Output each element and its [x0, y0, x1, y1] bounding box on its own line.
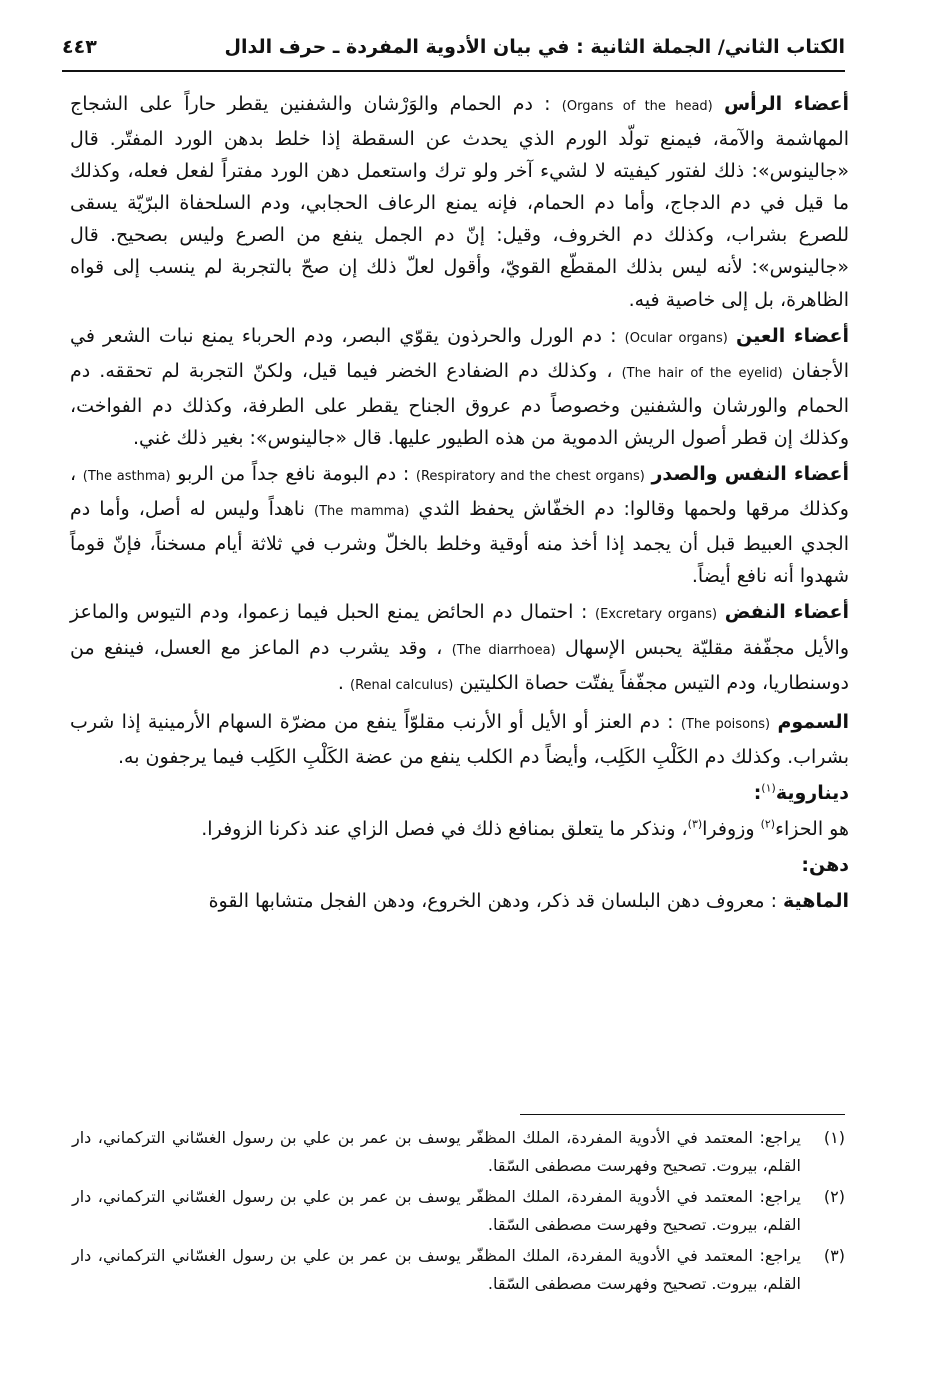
section-head-organs — [70, 88, 849, 316]
footnote-text: يراجع: المعتمد في الأدوية المفردة، الملك المظفّر يوسف بن عمر بن علي بن رسول الغسّاني التركماني، دار القلم، بيروت. تصحيح وفهرست مصطفى السّقا. — [72, 1128, 801, 1175]
section-text: : احتمال دم الحائض يمنع الحبل فيما زعموا، ودم التيوس والماعز والأيل مجفّفة مقليّة يحبس الإسهال — [70, 601, 849, 659]
footnote-rule — [520, 1114, 845, 1115]
section-text: ناهداً وليس له أصل، وأما دم الجدي العبيط قبل أن يجمد إذا أخذ منه أوقية وخلط بالخلّ وشرب في ثلاثة أيام مسخناً، فإنّ قوماً شهدوا أنه نافع أيضاً. — [70, 498, 849, 588]
english-term: (The poisons) — [680, 716, 771, 732]
footnote — [72, 1242, 845, 1297]
footnote — [72, 1124, 845, 1179]
english-term: (The diarrhoea) — [451, 642, 556, 658]
section-excretory-organs — [70, 596, 849, 701]
running-header — [62, 30, 845, 64]
footnotes — [72, 1124, 845, 1301]
english-term: (Excretary organs) — [595, 607, 718, 623]
english-term: (Organs of the head) — [561, 99, 713, 114]
footnote-ref: (٣) — [687, 817, 703, 831]
footnote-text: يراجع: المعتمد في الأدوية المفردة، الملك المظفّر يوسف بن عمر بن علي بن رسول الغسّاني التركماني، دار القلم، بيروت. تصحيح وفهرست مصطفى السّقا. — [72, 1246, 801, 1293]
section-text: ، وكذلك دم الضفادع الخضر فيما قيل، ولكنّ التجربة لم تحققه. دم الحمام والورشان والشفنين وخصوصاً دم عروق الجناح يقطر على الطرفة، وكذلك دم الفواخت، وكذلك إن قطر أصول الريش الدموية من هذه الطيور عليها. قال «جالينوس»: بغير ذلك غني. — [70, 359, 849, 449]
section-text: . — [337, 671, 344, 694]
entry-heading: دهن: — [801, 854, 849, 877]
section-text: : دم الحمام والوَرْشان والشفنين يقطر حاراً على الشجاج المهاشمة والآمة، فيمنع تولّد الورم الذي يحدث عن السقطة إذا خلط بدهن الورد المفتّر. قال «جالينوس»: ذلك لفتور كيفيته لا لشيء آخر ولو ترك واستعمل دهن الورد مفتراً لفعل فعله، وكذلك ما قيل في دم الدجاج، وأما دم الحمام، فإنه يمنع الرعاف الحجابي، ودم السلحفاة البرّيّة يسقى للصرع بشراب، وكذلك دم الخروف، وقيل: إنّ دم الجمل ينفع من الصرع وليس بصحيح. قال «جالينوس»: لأنه ليس بذلك المقطّع القويّ، وأقول لعلّ ذلك إن صحّ بالتجربة لم ينسب إلى قواه الظاهرة، بل إلى خاصية فيه. — [70, 93, 849, 311]
english-term: (Renal calculus) — [350, 677, 454, 693]
footnote-number: (١) — [823, 1128, 845, 1147]
english-term: (The asthma) — [82, 469, 171, 485]
section-text: : دم العنز أو الأيل أو الأرنب مقلوّاً ينفع من مضرّة السهام الأرمينية إذا شرب بشراب. وكذلك دم الكَلْبِ الكَلِب، وأيضاً دم الكلب ينفع من عضة الكَلْبِ الكَلِب فيما يرجفون به. — [70, 710, 849, 768]
section-text: ، وكذلك مرقها ولحمها وقالوا: دم الخفّاش يحفظ الثدي — [70, 463, 849, 521]
footnote-ref: (٢) — [760, 817, 776, 831]
section-lead: الماهية — [783, 890, 849, 913]
footnote-number: (٣) — [823, 1246, 845, 1265]
section-lead: السموم — [777, 710, 849, 733]
entry-text-dinarwiya — [70, 813, 849, 845]
footnote — [72, 1183, 845, 1238]
section-text: ، وقد يشرب دم الماعز مع العسل، فينفع من دوسنطاريا، ودم التيس مجفّفاً يفتّت حصاة الكليتين — [70, 636, 849, 694]
entry-heading: ديناروية — [775, 781, 849, 804]
entry-text: وزوفرا — [702, 817, 761, 840]
entry-text: ، ونذكر ما يتعلق بمنافع ذلك في فصل الزاي عند ذكرنا الزوفرا. — [201, 817, 688, 840]
section-eye-organs — [70, 320, 849, 454]
entry-text: هو الحزاء — [775, 817, 849, 840]
footnote-ref: (١) — [761, 781, 776, 795]
english-term: (The hair of the eyelid) — [621, 365, 783, 381]
entry-heading-duhn — [70, 849, 849, 881]
english-term: (Respiratory and the chest organs) — [415, 469, 645, 485]
heading-colon: : — [753, 781, 762, 804]
section-respiratory-organs — [70, 458, 849, 592]
entry-text: : معروف دهن البلسان قد ذكر، ودهن الخروع، ودهن الفجل متشابها القوة — [208, 890, 777, 913]
running-title: الكتاب الثاني/ الجملة الثانية : في بيان الأدوية المفردة ـ حرف الدال — [224, 36, 845, 58]
entry-text-duhn — [70, 885, 849, 917]
section-poisons — [70, 706, 849, 773]
section-text: : دم الورل والحرذون يقوّي البصر، ودم الحرباء يمنع نبات الشعر في الأجفان — [70, 324, 849, 382]
section-lead: أعضاء الرأس — [723, 93, 849, 115]
main-text — [70, 88, 849, 921]
header-rule — [62, 70, 845, 72]
footnote-number: (٢) — [823, 1187, 845, 1206]
section-lead: أعضاء العين — [735, 324, 849, 347]
footnote-text: يراجع: المعتمد في الأدوية المفردة، الملك المظفّر يوسف بن عمر بن علي بن رسول الغسّاني التركماني، دار القلم، بيروت. تصحيح وفهرست مصطفى السّقا. — [72, 1187, 801, 1234]
english-term: (The mamma) — [314, 504, 410, 520]
section-lead: أعضاء النفض — [724, 601, 849, 624]
page-number: ٤٤٣ — [62, 36, 97, 58]
section-lead: أعضاء النفس والصدر — [651, 463, 850, 486]
section-text: : دم البومة نافع جداً من الربو — [177, 463, 410, 486]
entry-heading-dinarwiya — [70, 777, 849, 809]
english-term: (Ocular organs) — [624, 330, 728, 346]
